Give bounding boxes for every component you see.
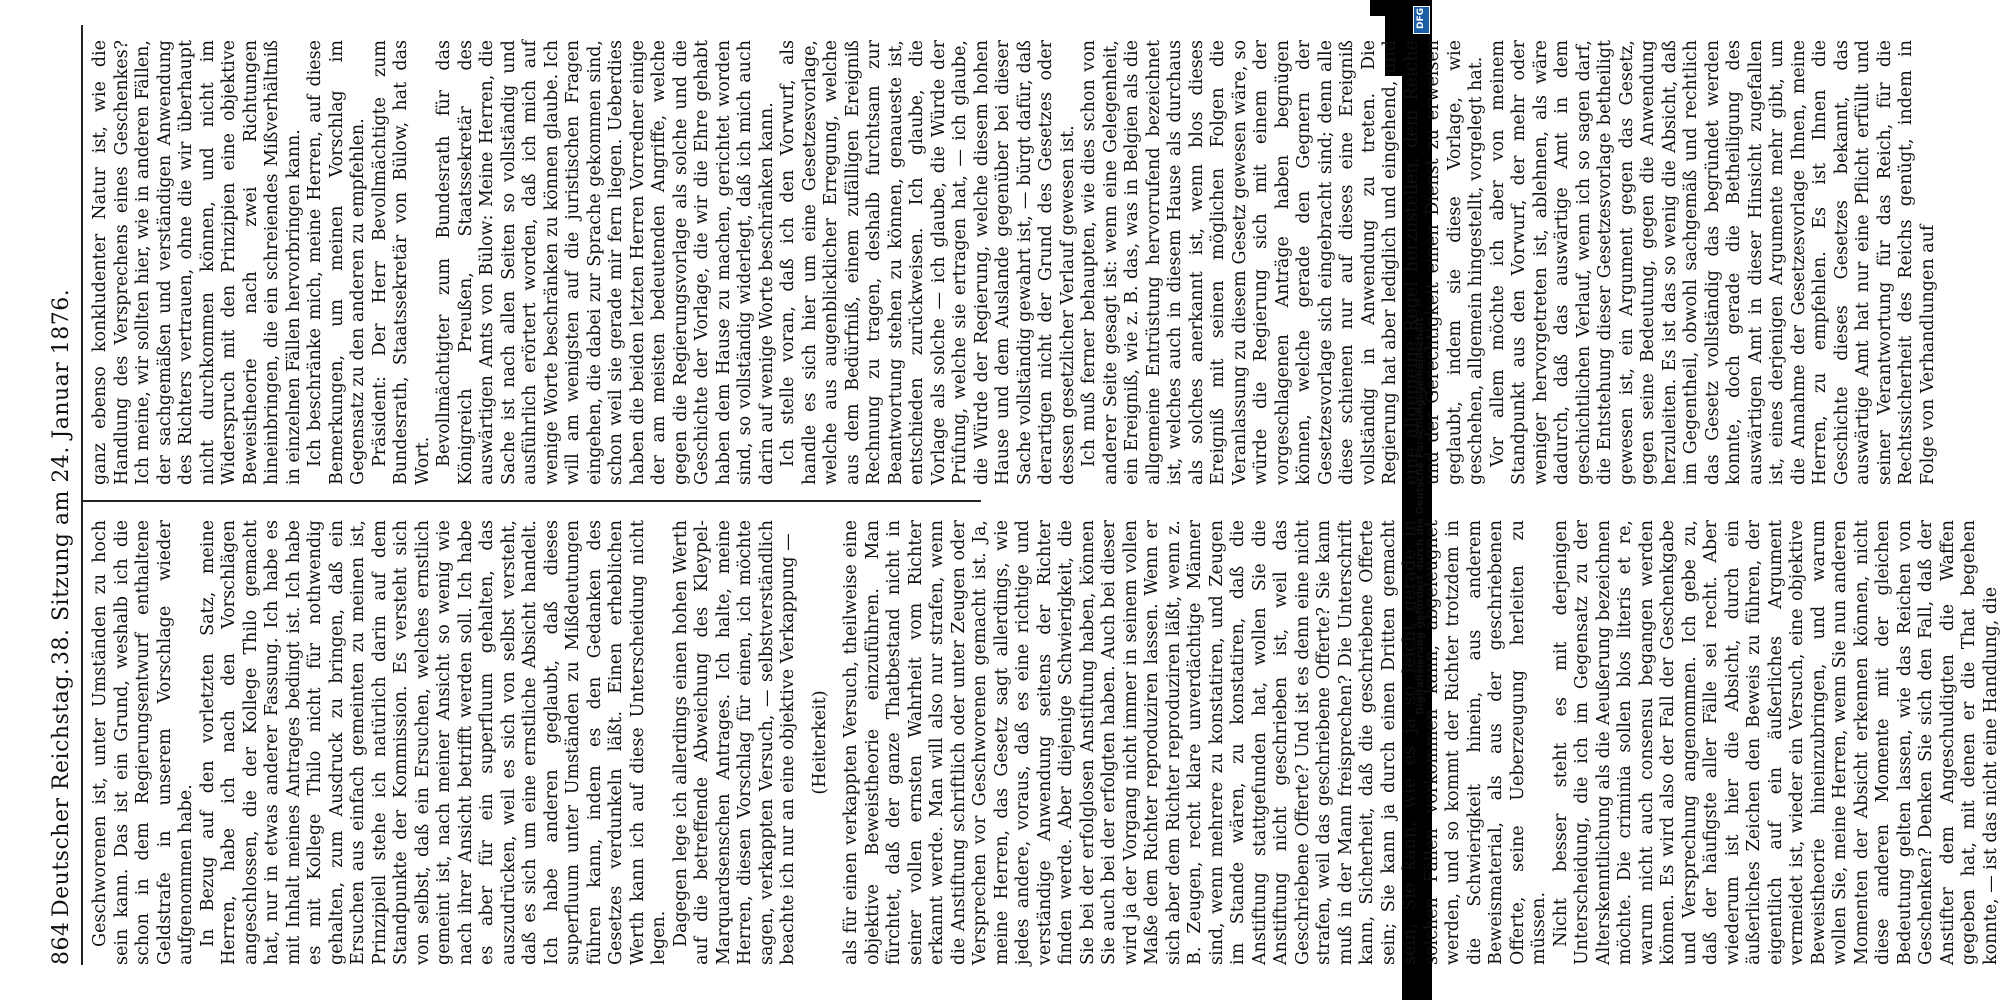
- column-rule: [81, 500, 981, 502]
- right-column: [90, 40, 1939, 485]
- header-rule: [81, 25, 83, 965]
- paragraph: Geschworenen ist, unter Umständen zu hoch sein kann. Das ist ein Grund, weshalb ich die schon in dem Regierungsentwurf enthaltene Geldstrafe in unserem Vorschlage wieder aufgenommen habe.: [90, 520, 196, 965]
- running-header: [45, 25, 85, 965]
- paragraph: Ich stelle voran, daß ich den Vorwurf, als handle es sich hier um eine Gesetzesvorlage, welche aus augenblicklicher Erregung, welche aus dem Bedürfniß, einem zufälligen Ereigniß Rechnung zu tragen, deshalb furchtsam zur Beantwortung stehen zu können, genaueste ist, entschieden zurückweisen. Ich glaube, die Vorlage als solche — ich glaube, die Würde der Prüfung, welche sie ertragen hat, — ich glaube, die Würde der Regierung, welche diesem hohen Hause und dem Auslande gegenüber bei dieser Sache vollständig gewahrt ist, — bürgt dafür, daß derartigen nicht der Grund des Gesetzes oder dessen gesetzlicher Verlauf gewesen ist.: [778, 40, 1078, 485]
- speaker-paragraph: Präsident: Der Herr Bevollmächtigte zum Bundesrath, Staatssekretär von Bülow, hat das Wort.: [369, 40, 433, 485]
- paragraph: Vor allem möchte ich aber von meinem Standpunkt aus den Vorwurf, der mehr oder weniger hervorgetreten ist, ablehnen, als wäre dadurch, daß das auswärtige Amt in dem geschichtlichen Verlauf, wenn ich so sagen darf, die Entstehung dieser Gesetzesvorlage betheiligt gewesen ist, ein Argument gegen das Gesetz, gegen seine Bedeutung, gegen die Anwendung herzuleiten. Es ist das so wenig die Absicht, daß im Gegentheil, obwohl sachgemäß und rechtlich das Gesetz vollständig das begründet werden konnte, doch gerade die Betheiligung des auswärtigen Amt in dieser Hinsicht zugefallen ist, eines derjenigen Argumente mehr gibt, um die Annahme der Gesetzesvorlage Ihnen, meine Herren, zu empfehlen. Es ist Ihnen die Geschichte dieses Gesetzes bekannt, das auswärtige Amt hat nur eine Pflicht erfüllt und seiner Verantwortung für das Reich, für die Rechtssicherheit des Reichs genügt, indem in Folge von Verhandlungen auf: [1487, 40, 1938, 485]
- digitization-credit: Digitalisierung gefördert durch die Deutsche Forschungsgemeinschaft: [1415, 317, 1426, 715]
- paragraph: Ich beschränke mich, meine Herren, auf diese Bemerkungen, um meinen Vorschlag im Gegensatz zu den anderen zu empfehlen.: [305, 40, 368, 485]
- paragraph: Nicht besser steht es mit derjenigen Unterscheidung, die ich im Gegensatz zu der Alterskenntlichung als die Aeußerung bezeichnen möchte. Die criminia sollen blos literis et re, warum nicht auch consensu begangen werden können. Es wird also der Fall der Geschenkgabe und Versprechung angenommen. Ich gebe zu, daß der häufigste aller Fälle sei recht. Aber wiederum ist hier die Absicht, durch ein äußerliches Zeichen den Beweis zu führen, der eigentlich auf ein äußerliches Argument vermeidet ist, wieder ein Versuch, eine objektive Beweistheorie hineinzubringen, und warum wollen Sie, meine Herren, wenn Sie nun anderen Momenten der Absicht erkennen können, nicht diese anderen Momente mit der gleichen Bedeutung gelten lassen, wie das Reichen von Geschenken? Denken Sie sich den Fall, daß der Anstifter dem Angeschuldigten die Waffen gegeben hat, mit denen er die That begehen konnte, — ist das nicht eine Handlung, die: [1550, 520, 2001, 965]
- dfg-logo: [1413, 6, 1430, 34]
- paragraph: Dagegen lege ich allerdings einen hohen Werth auf die betreffende Abweichung des Kleypel-Marquardsenschen Antrages. Ich halte, meine Herren, diesen Vorschlag für einen, ich möchte sagen, verkappten Versuch, — selbstverständlich beachte ich nur an eine objektive Verkappung —: [670, 520, 798, 965]
- page-number: 864: [49, 921, 74, 965]
- session-title: 38. Sitzung am 24. Januar 1876.: [49, 288, 74, 665]
- dfg-logo-text: DFG: [1416, 7, 1426, 29]
- publication-title: Deutscher Reichstag.: [49, 667, 74, 917]
- interjection: (Heiterkeit): [809, 690, 830, 795]
- paragraph: Ich muß ferner behaupten, wie dies schon von anderer Seite gesagt ist: wenn eine Gelegenheit, ein Ereigniß, wie z. B. das, was in Belgien als die allgemeine Entrüstung hervorrufend bezeichnet ist, welches auch in diesem Hause als durchaus als solches anerkannt ist, wenn blos dieses Ereigniß mit seinen möglichen Folgen die Veranlassung zu diesem Gesetz gewesen wäre, so würde die Regierung sich mit einem der vorgeschlagenen Anträge haben begnügen können, welche gerade den Gegnern der Gesetzesvorlage sich eingebracht sind; denn alle diese schienen nur auf dieses eine Ereigniß vollständig in Anwendung zu treten. Die Regierung hat aber lediglich und eingehend, und eine allgemeine Regel herzustellen, dem Reiche und der Gerechtigkeit einen Dienst zu erweisen geglaubt, indem sie diese Vorlage, wie geschehen, allgemein hingestellt, vorgelegt hat.: [1079, 40, 1486, 485]
- paragraph: ganz ebenso konkludenter Natur ist, wie die Handlung des Versprechens eines Geschenkes? Ich meine, wir sollten hier, wie in anderen Fällen, der sachgemäßen und verständigen Anwendung des Richters vertrauen, ohne die wir überhaupt nicht durchkommen können, und nicht im Widerspruch mit den Prinzipien eine objektive Beweistheorie nach zwei Richtungen hineinbringen, die ein schreiendes Mißverhältniß in einzelnen Fällen hervorbringen kann.: [90, 40, 304, 485]
- left-column: [90, 520, 2002, 965]
- paragraph: als für einen verkappten Versuch, theilweise eine objektive Beweistheorie einzuführen. Man fürchtet, daß der ganze Thatbestand nicht in seiner vollen ernsten Wahrheit vom Richter erkannt werde. Man will also nur strafen, wenn die Anstiftung schriftlich oder unter Zeugen oder Versprechen vor Geschworenen gemacht ist. Ja, meine Herren, das Gesetz sagt allerdings, wie jedes andere, voraus, daß es eine richtige und verständige Anwendung seitens der Richter finden werde. Aber diejenige Schwierigkeit, die Sie bei der erfolglosen Anstiftung haben, können Sie auch bei der erfolgten haben. Auch bei dieser wird ja der Vorgang nicht immer in seinem vollen Maße dem Richter reproduziren lassen. Wenn er sich aber dem Richter reproduziren läßt, wenn z. B. Zeugen, recht klare unverdächtige Männer sind, wenn mehrere zu konstatiren, und Zeugen im Stande wären, zu konstatiren, daß die Anstiftung stattgefunden hat, wollen Sie die Anstiftung nicht geschrieben ist, weil das Geschriebene Offerte? Und ist es denn eine nicht strafen, weil das geschriebene Offerte? Sie kann muß in der Mann freisprechen? Die Unterschrift kann, Sicherheit, daß die geschriebene Offerte sein; Sie kann ja durch einen Dritten gemacht sein, Sie kann, wie es ja so leicht gerade in solchen Fällen vorkommen kann, abgeleugnet werden, und so kommt der Richter trotzdem in die Schwierigkeit hinein, aus anderem Beweismaterial, als aus der geschriebenen Offerte, seine Ueberzeugung herleiten zu müssen.: [841, 520, 1549, 965]
- paragraph: In Bezug auf den vorletzten Satz, meine Herren, habe ich nach den Vorschlägen angeschlossen, die der Kollege Thilo gemacht hat, nur in etwas anderer Fassung. Ich habe es mit Inhalt meines Antrages bedingt ist. Ich habe es mit Kollege Thilo nicht für nothwendig gehalten, zum Ausdruck zu bringen, daß ein Ersuchen aus einfach gemeinten zu meinen ist, Prinzipiell stehe ich natürlich darin auf dem Standpunkte der Kommission. Es versteht sich von selbst, daß ein Ersuchen, welches ernstlich gemeint ist, nach meiner Ansicht so wenig wie nach ihrer Ansicht betrifft werden soll. Ich habe es aber für ein superfluum gehalten, das auszudrücken, weil es sich von selbst versteht, daß es sich um eine ernstliche Absicht handelt. Ich habe anderen geglaubt, daß dieses superfluum unter Umständen zu Mißdeutungen führen kann, indem es den Gedanken des Gesetzes verdunkeln läßt. Einen erheblichen Werth kann ich auf diese Unterscheidung nicht legen.: [197, 520, 669, 965]
- paragraph: Bevollmächtigter zum Bundesrath für das Königreich Preußen, Staatssekretär des auswärtigen Amts von Bülow: Meine Herren, die Sache ist nach allen Seiten so vollständig und ausführlich erörtert worden, daß ich mich auf wenige Worte beschränken zu können glaube. Ich will am wenigsten auf die juristischen Fragen eingehen, die dabei zur Sprache gekommen sind, schon weil sie gerade mir fern liegen. Ueberdies haben die beiden letzten Herren Vorredner einige der am meisten bedeutenden Angriffe, welche gegen die Regierungsvorlage als solche und die Geschichte der Vorlage, die wir die Ehre gehabt haben dem Hause zu machen, gerichtet worden sind, so vollständig widerlegt, daß ich mich auch darin auf wenige Worte beschränken kann.: [434, 40, 777, 485]
